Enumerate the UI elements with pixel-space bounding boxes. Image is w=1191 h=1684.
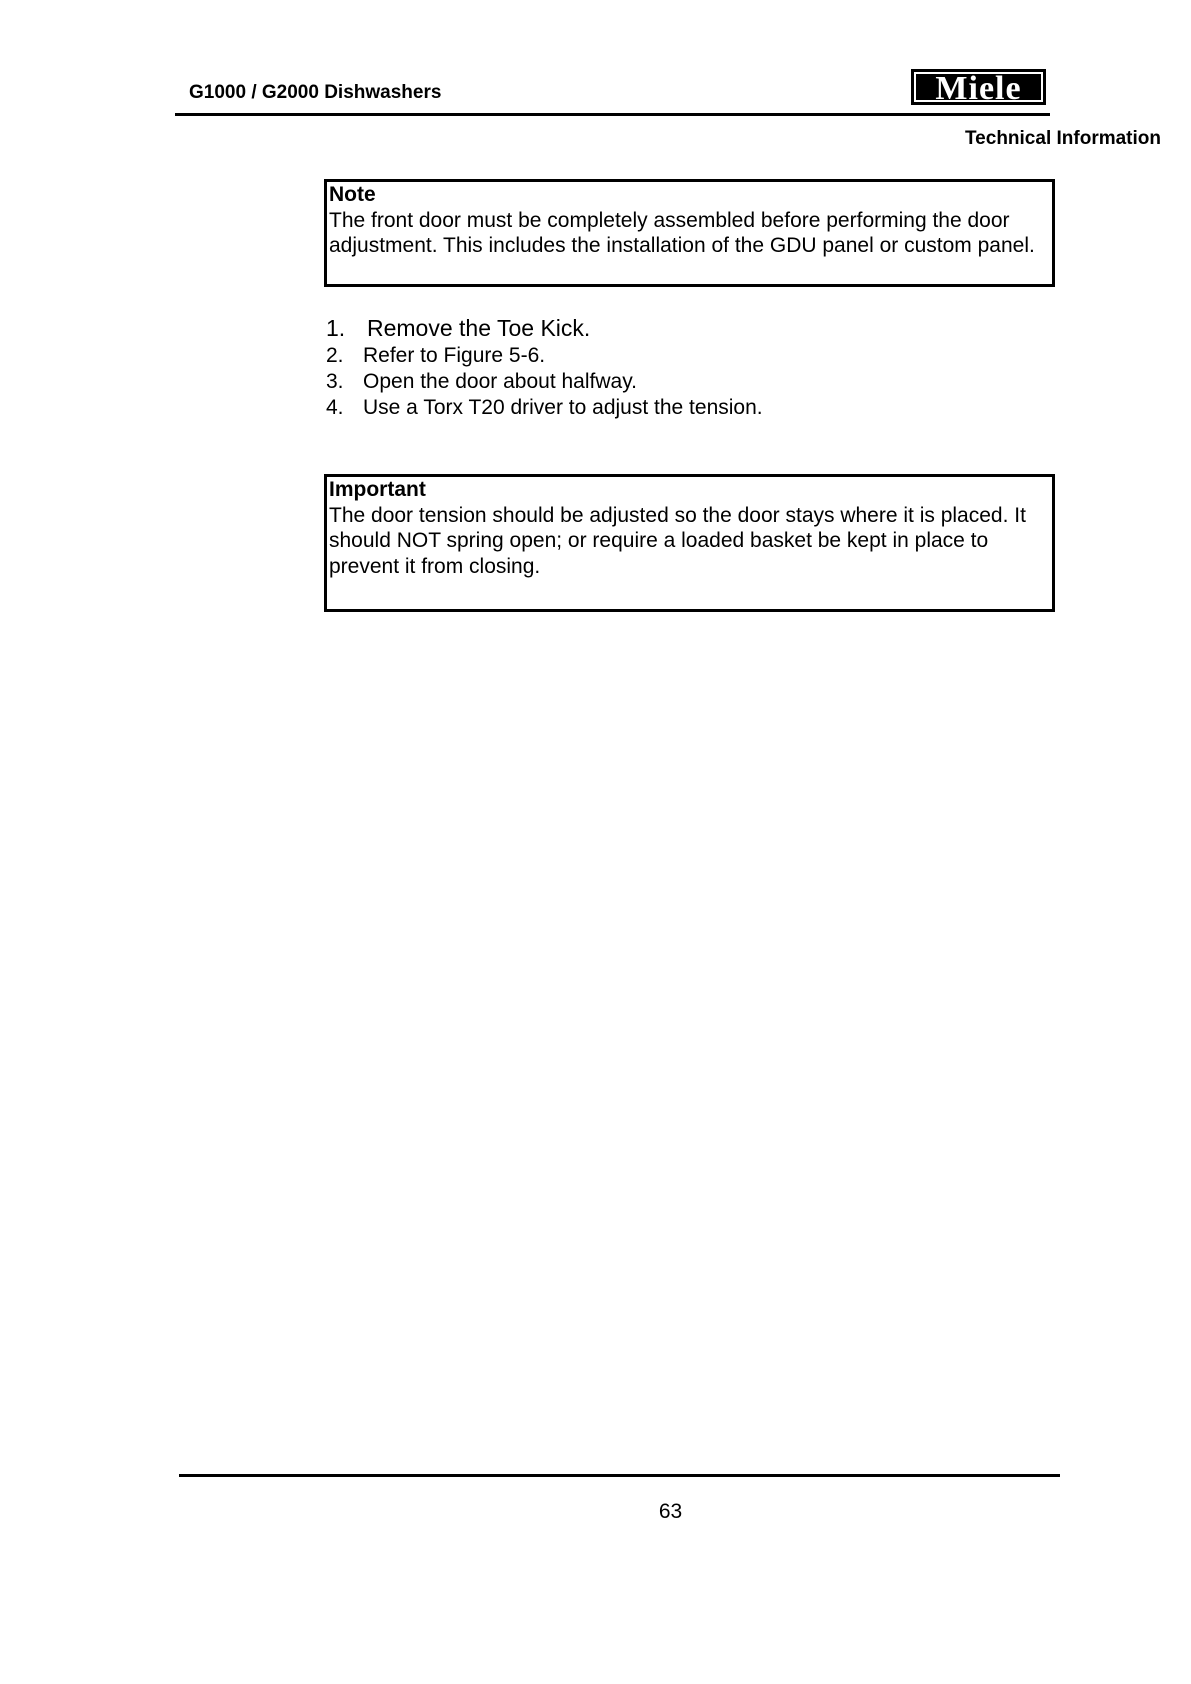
note-body: The front door must be completely assembled before performing the door adjustment. This includes the installation of the GDU panel or custom panel.	[329, 208, 1035, 257]
important-box	[324, 474, 1055, 612]
steps-list	[326, 313, 763, 421]
note-title: Note	[329, 183, 376, 206]
step-item	[326, 395, 763, 421]
important-body: The door tension should be adjusted so the door stays where it is placed. It should NOT spring open; or require a loaded basket be kept in place to prevent it from closing.	[329, 503, 1026, 578]
step-number: 1.	[326, 315, 346, 341]
document-title: G1000 / G2000 Dishwashers	[189, 82, 442, 103]
footer-divider	[179, 1474, 1060, 1477]
step-item	[326, 343, 763, 369]
step-item	[326, 313, 763, 343]
step-item	[326, 369, 763, 395]
step-text: Use a Torx T20 driver to adjust the tension.	[363, 396, 763, 419]
step-number: 4.	[326, 396, 344, 419]
miele-logo: Miele	[911, 69, 1046, 105]
section-label: Technical Information	[964, 128, 1161, 149]
step-text: Refer to Figure 5-6.	[363, 344, 546, 367]
page-number: 63	[658, 1500, 683, 1523]
important-title: Important	[329, 478, 426, 501]
note-box	[324, 179, 1055, 287]
step-text: Open the door about halfway.	[363, 370, 637, 393]
header-divider	[175, 113, 1050, 116]
step-number: 3.	[326, 370, 344, 393]
step-text: Remove the Toe Kick.	[367, 315, 591, 341]
step-number: 2.	[326, 344, 344, 367]
